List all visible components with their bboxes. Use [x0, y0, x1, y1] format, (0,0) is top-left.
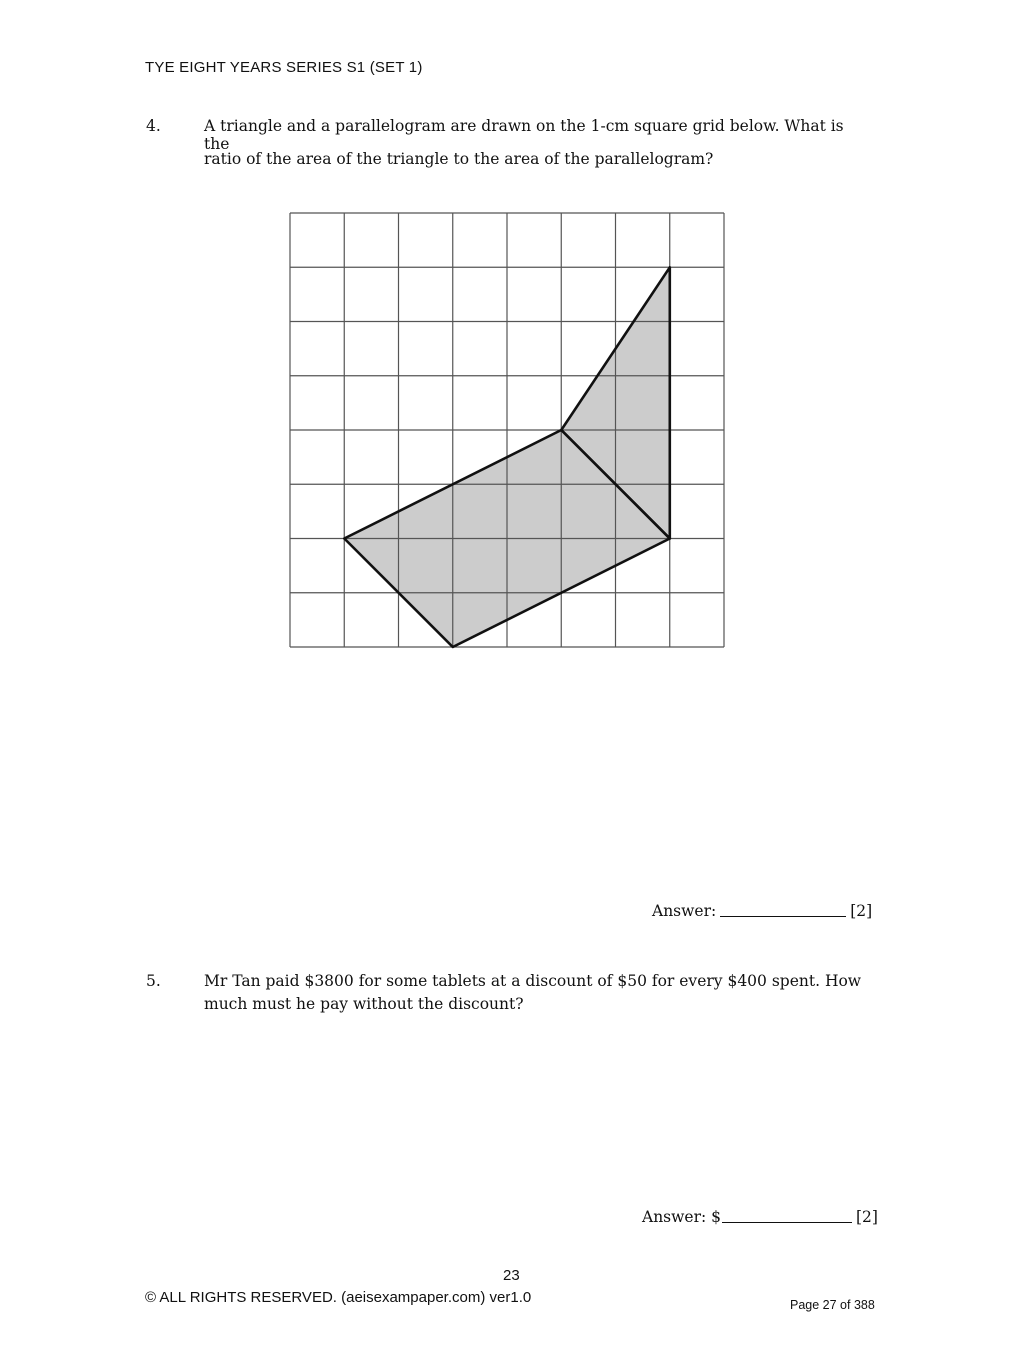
question-4-text-line-2: ratio of the area of the triangle to the area of the parallelogram? [204, 150, 714, 168]
page-header: TYE EIGHT YEARS SERIES S1 (SET 1) [145, 59, 423, 76]
grid-svg [289, 212, 727, 650]
answer-blank[interactable] [720, 902, 846, 917]
question-4-number: 4. [146, 117, 161, 135]
copyright-notice: © ALL RIGHTS RESERVED. (aeisexampaper.com) ver1.0 [145, 1289, 532, 1306]
question-4-text-line-1: A triangle and a parallelogram are drawn on the 1-cm square grid below. What is the [204, 117, 844, 153]
page-count: Page 27 of 388 [790, 1298, 875, 1312]
question-5-text-line-1: Mr Tan paid $3800 for some tablets at a discount of $50 for every $400 spent. How [204, 972, 862, 990]
grid-figure [289, 212, 727, 650]
answer-label: Answer: [652, 902, 717, 920]
answer-blank[interactable] [722, 1208, 852, 1223]
question-5-answer [642, 1208, 878, 1226]
marks-label: [2] [856, 1208, 878, 1226]
marks-label: [2] [850, 902, 873, 920]
answer-label: Answer: $ [642, 1208, 721, 1226]
question-4-answer [652, 902, 872, 920]
question-5-text-line-2: much must he pay without the discount? [204, 995, 524, 1013]
question-5-number: 5. [146, 972, 161, 990]
page-number: 23 [503, 1267, 520, 1284]
